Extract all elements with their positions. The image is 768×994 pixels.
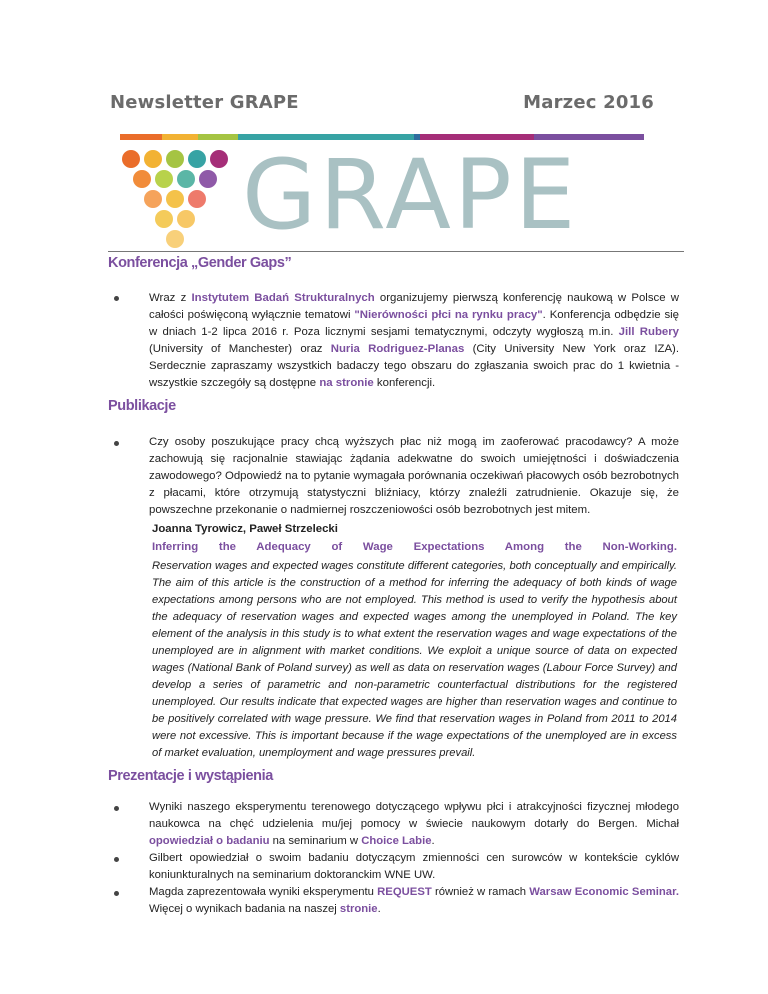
logo-dot: [210, 150, 228, 168]
bullet: [114, 891, 119, 896]
speaker-rodriguez-link[interactable]: Nuria Rodriguez-Planas: [330, 343, 465, 355]
section-title-conference: Konferencja „Gender Gaps”: [108, 255, 292, 271]
presentation-item: Magda zaprezentowała wyniki eksperymentu REQUEST również w ramach Warsaw Economic Seminar. Więcej o wynikach badania na naszej stronie.: [149, 886, 679, 915]
bullet: [114, 857, 119, 862]
publications-intro: Czy osoby poszukujące pracy chcą wyższych płac niż mogą im zaoferować pracodawcy? A może zachowują się racjonalnie stawiając żądania adekwatne do swoich umiejętności i doświadczenia zawodowego? Odpowiedź na to pytanie wymagała porównania oczekiwań płacowych osób bezrobotnych z płacami, które otrzymują statystyczni bliźniacy, którzy znaleźli zatrudnienie. Okazuje się, że powszechne przekonanie o nadmiernej roszczeniowości osób bezrobotnych jest mitem.: [149, 436, 679, 516]
grape-logo: [118, 139, 638, 251]
website-link[interactable]: stronie: [339, 903, 378, 915]
bullet: [114, 806, 119, 811]
choice-lab-link[interactable]: Choice Labie: [361, 835, 432, 847]
section-title-presentations: Prezentacje i wystąpienia: [108, 768, 273, 784]
section-title-publications: Publikacje: [108, 398, 176, 414]
section-divider: [108, 251, 684, 252]
logo-wordmark: GRAPE: [242, 139, 579, 251]
warsaw-seminar-link[interactable]: Warsaw Economic Seminar.: [529, 886, 679, 898]
logo-dot: [199, 170, 217, 188]
logo-dot: [144, 150, 162, 168]
logo-dot: [166, 230, 184, 248]
logo-dot: [177, 170, 195, 188]
presentation-item: Gilbert opowiedział o swoim badaniu dotyczącym zmienności cen surowców w kontekście cyklów koniunkturalnych na seminarium doktoranckim WNE UW.: [149, 852, 679, 881]
logo-dot: [188, 190, 206, 208]
paper-abstract: Reservation wages and expected wages constitute different categories, both conceptually and empirically. The aim of this article is the construction of a method for inferring the adequacy of both kinds of wage expectations among persons who are not employed. This method is used to verify the hypothesis about the adequacy of reservation wages and expected wages among the unemployed in Poland. The key element of the analysis in this study is to what extent the reservation wages and wage expectations of the unemployed are in alignment with market conditions. We exploit a unique source of data on expected wages (National Bank of Poland survey) as well as data on reservation wages (Labour Force Survey) and develop a series of parametric and non-parametric counterfactual distributions for the registered unemployed. Our results indicate that expected wages are higher than reservation wages and continue to be positively correlated with wage pressure. We find that reservation wages in Poland from 2011 to 2014 were not excessive. This is important because if the wage expectations of the unemployed are in excess of market evaluation, unemployment and wage pressures prevail.: [152, 560, 677, 759]
bullet: [114, 296, 119, 301]
logo-dot: [177, 210, 195, 228]
issue-date: Marzec 2016: [523, 92, 654, 113]
logo-dot: [188, 150, 206, 168]
talk-link[interactable]: opowiedział o badaniu: [149, 835, 270, 847]
ibs-link[interactable]: Instytutem Badań Strukturalnych: [191, 292, 375, 304]
logo-dot: [166, 190, 184, 208]
logo-dot: [155, 210, 173, 228]
logo-dot: [155, 170, 173, 188]
speaker-rubery-link[interactable]: Jill Rubery: [618, 326, 679, 338]
paper-title-link[interactable]: Inferring the Adequacy of Wage Expectations Among the Non-Working.: [152, 541, 677, 553]
logo-dot: [144, 190, 162, 208]
presentation-item: Wyniki naszego eksperymentu terenowego dotyczącego wpływu płci i atrakcyjności fizycznej młodego naukowca na chęć udzielenia mu/jej pomocy w świecie naukowym dotarły do Bergen. Michał opowiedział o badaniu na seminarium w Choice Labie.: [149, 801, 679, 847]
conference-website-link[interactable]: na stronie: [319, 377, 374, 389]
bullet: [114, 441, 119, 446]
request-link[interactable]: REQUEST: [377, 886, 432, 898]
paper-authors: Joanna Tyrowicz, Paweł Strzelecki: [152, 523, 338, 535]
logo-dot: [133, 170, 151, 188]
logo-dot: [122, 150, 140, 168]
conference-topic: "Nierówności płci na rynku pracy": [354, 309, 543, 321]
conference-paragraph: Wraz z Instytutem Badań Strukturalnych organizujemy pierwszą konferencję naukową w Polsce w całości poświęconą wyłącznie tematowi "Nierówności płci na rynku pracy". Konferencja odbędzie się w dniach 1-2 lipca 2016 r. Poza licznymi sesjami tematycznymi, odczyty wygłoszą m.in. Jill Rubery (University of Manchester) oraz Nuria Rodriguez-Planas (City University New York oraz IZA). Serdecznie zapraszamy wszystkich badaczy tego obszaru do zgłaszania swoich prac do 1 kwietnia - wszystkie szczegóły są dostępne na stronie konferencji.: [149, 292, 680, 389]
logo-dot: [166, 150, 184, 168]
newsletter-title: Newsletter GRAPE: [110, 92, 299, 113]
